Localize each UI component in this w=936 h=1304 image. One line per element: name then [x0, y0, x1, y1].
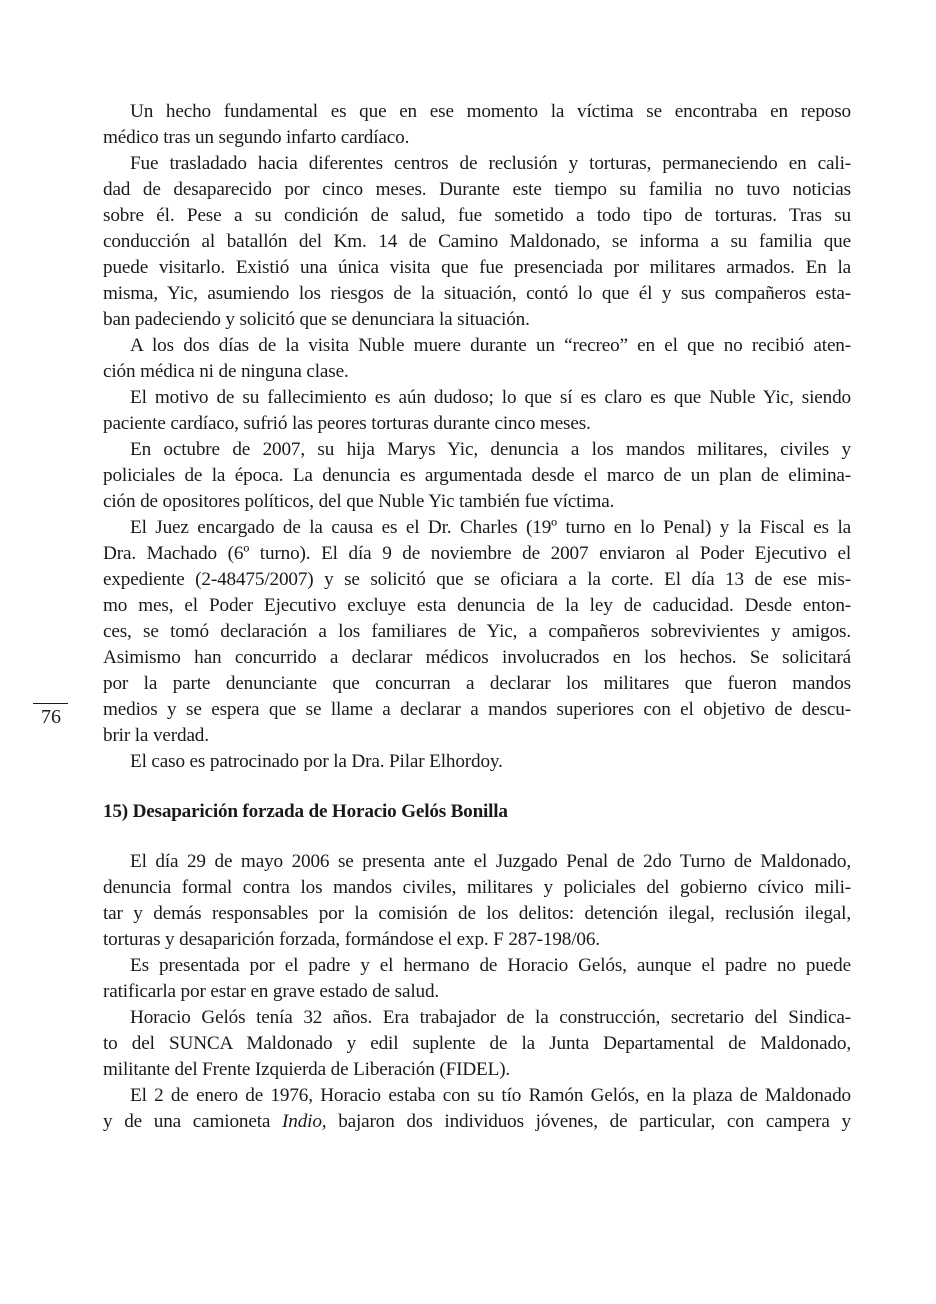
text-line: Fue trasladado hacia diferentes centros de reclusión y torturas, permaneciendo en cali- — [130, 153, 851, 174]
text-line: mo mes, el Poder Ejecutivo excluye esta denuncia de la ley de caducidad. Desde enton- — [103, 595, 851, 616]
text-line: ción médica ni de ninguna clase. — [103, 361, 349, 382]
text-line: El día 29 de mayo 2006 se presenta ante el Juzgado Penal de 2do Turno de Maldonado, — [130, 851, 851, 872]
paragraph — [103, 953, 851, 1005]
text-run: bajaron dos individuos jóvenes, de particular, con campera y — [326, 1111, 851, 1132]
spacer — [103, 775, 851, 799]
page-body — [103, 99, 851, 1135]
text-line: Asimismo han concurrido a declarar médicos involucrados en los hechos. Se solicitará — [103, 647, 851, 668]
text-line: expediente (2-48475/2007) y se solicitó que se oficiara a la corte. El día 13 de ese mis- — [103, 569, 851, 590]
text-line: dad de desaparecido por cinco meses. Durante este tiempo su familia no tuvo noticias — [103, 179, 851, 200]
page-number: 76 — [41, 706, 61, 728]
paragraph — [103, 437, 851, 515]
paragraph — [103, 151, 851, 333]
paragraph — [103, 515, 851, 749]
paragraph — [103, 99, 851, 151]
text-line: brir la verdad. — [103, 725, 209, 746]
text-line: sobre él. Pese a su condición de salud, fue sometido a todo tipo de torturas. Tras su — [103, 205, 851, 226]
text-line: paciente cardíaco, sufrió las peores torturas durante cinco meses. — [103, 413, 591, 434]
text-line: Un hecho fundamental es que en ese momento la víctima se encontraba en reposo — [130, 101, 851, 122]
text-line: tar y demás responsables por la comisión de los delitos: detención ilegal, reclusión ilegal, — [103, 903, 851, 924]
spacer — [103, 825, 851, 849]
text-line: medios y se espera que se llame a declarar a mandos superiores con el objetivo de descu- — [103, 699, 851, 720]
paragraph — [103, 1005, 851, 1083]
text-line: conducción al batallón del Km. 14 de Camino Maldonado, se informa a su familia que — [103, 231, 851, 252]
text-line: militante del Frente Izquierda de Liberación (FIDEL). — [103, 1059, 511, 1080]
section-heading: 15) Desaparición forzada de Horacio Gelós Bonilla — [103, 801, 508, 822]
text-line — [103, 1109, 851, 1135]
text-line: to del SUNCA Maldonado y edil suplente de la Junta Departamental de Maldonado, — [103, 1033, 851, 1054]
text-line: denuncia formal contra los mandos civiles, militares y policiales del gobierno cívico mili- — [103, 877, 851, 898]
paragraph — [103, 385, 851, 437]
paragraph — [103, 333, 851, 385]
text-line: A los dos días de la visita Nuble muere durante un “recreo” en el que no recibió aten- — [130, 335, 851, 356]
text-line: ción de opositores políticos, del que Nuble Yic también fue víctima. — [103, 491, 615, 512]
text-line: Dra. Machado (6º turno). El día 9 de noviembre de 2007 enviaron al Poder Ejecutivo el — [103, 543, 851, 564]
paragraph — [103, 1083, 851, 1135]
text-line: El Juez encargado de la causa es el Dr. Charles (19º turno en lo Penal) y la Fiscal es la — [130, 517, 851, 538]
text-line: El caso es patrocinado por la Dra. Pilar Elhordoy. — [130, 751, 503, 772]
text-line: ces, se tomó declaración a los familiares de Yic, a compañeros sobrevivientes y amigos. — [103, 621, 851, 642]
text-line: puede visitarlo. Existió una única visita que fue presenciada por militares armados. En la — [103, 257, 851, 278]
paragraph — [103, 749, 851, 775]
text-line: misma, Yic, asumiendo los riesgos de la situación, contó lo que él y sus compañeros esta- — [103, 283, 851, 304]
text-line: policiales de la época. La denuncia es argumentada desde el marco de un plan de elimina- — [103, 465, 851, 486]
text-line: ratificarla por estar en grave estado de salud. — [103, 981, 440, 1002]
text-line: por la parte denunciante que concurran a declarar los militares que fueron mandos — [103, 673, 851, 694]
text-line: El 2 de enero de 1976, Horacio estaba con su tío Ramón Gelós, en la plaza de Maldonado — [130, 1085, 851, 1106]
text-line: Es presentada por el padre y el hermano de Horacio Gelós, aunque el padre no puede — [130, 955, 851, 976]
text-line: torturas y desaparición forzada, formándose el exp. F 287-198/06. — [103, 929, 600, 950]
paragraph — [103, 849, 851, 953]
italic-text: Indio, — [282, 1111, 327, 1132]
page-number-rule — [33, 703, 68, 704]
text-line: Horacio Gelós tenía 32 años. Era trabajador de la construcción, secretario del Sindica- — [130, 1007, 851, 1028]
text-line: En octubre de 2007, su hija Marys Yic, denuncia a los mandos militares, civiles y — [130, 439, 851, 460]
text-line: ban padeciendo y solicitó que se denunciara la situación. — [103, 309, 530, 330]
text-line: médico tras un segundo infarto cardíaco. — [103, 127, 410, 148]
text-line: El motivo de su fallecimiento es aún dudoso; lo que sí es claro es que Nuble Yic, siendo — [130, 387, 851, 408]
text-run: y de una camioneta — [103, 1111, 283, 1132]
